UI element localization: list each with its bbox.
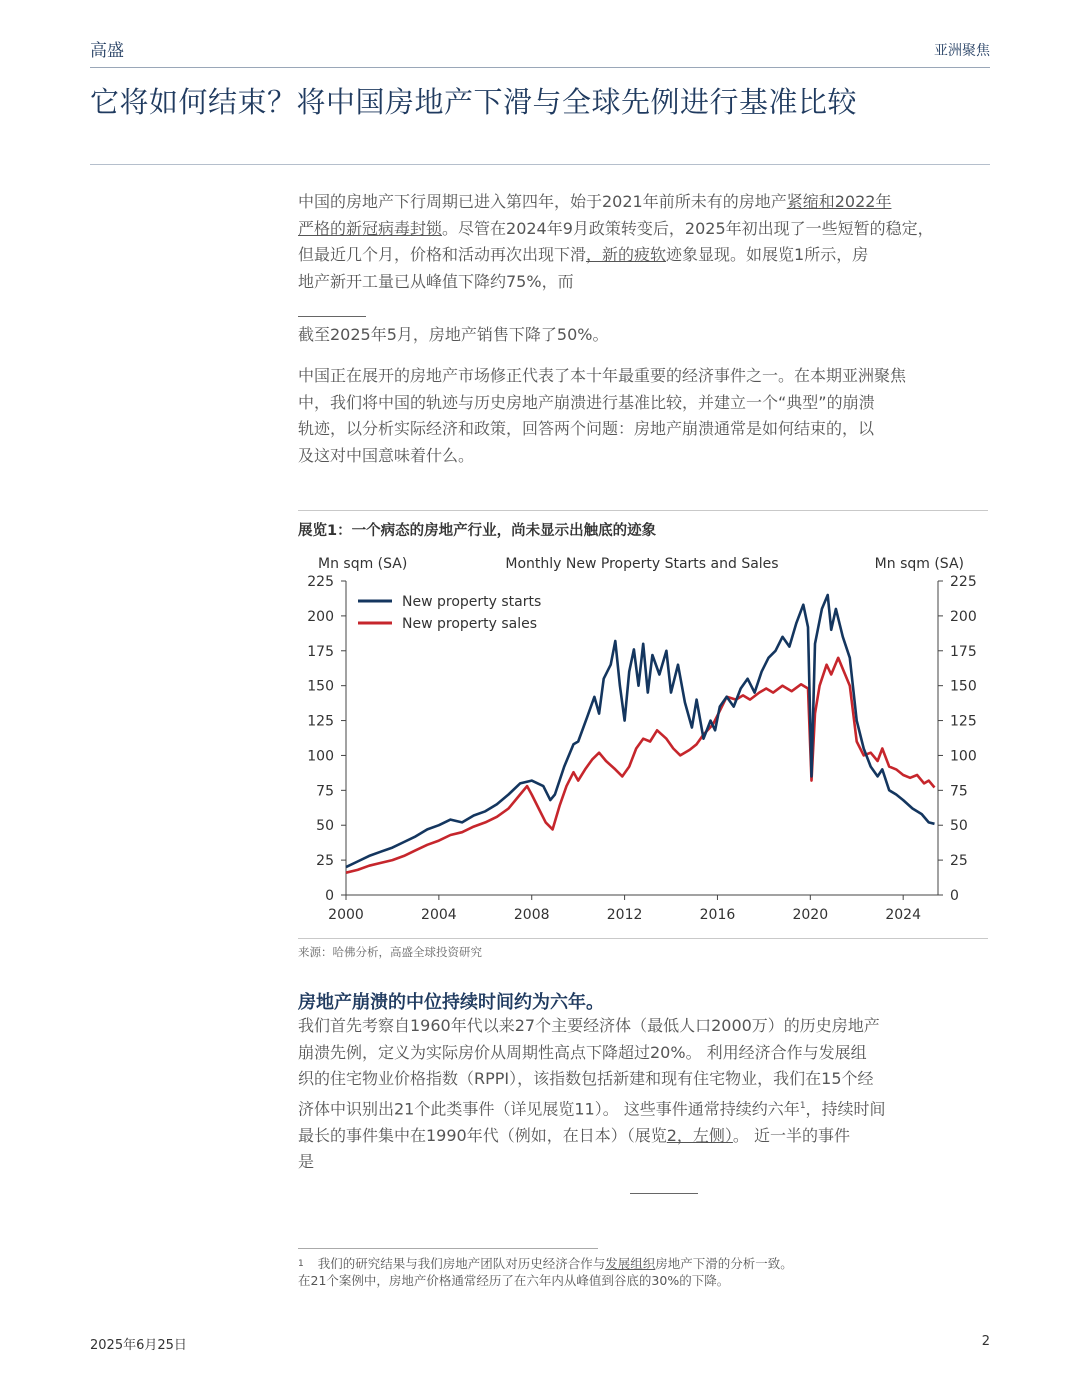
- footer-date: 2025年6月25日: [90, 1338, 187, 1353]
- y-tick-label-right: 125: [950, 713, 977, 730]
- intro-continuation: 截至2025年5月，房地产销售下降了50%。: [298, 325, 609, 344]
- intro-text: 但最近几个月，价格和活动再次出现下滑: [298, 245, 587, 265]
- y-tick-label-right: 75: [950, 783, 968, 800]
- intro-text: 地产新开工量已从峰值下降约75%，而: [298, 271, 574, 291]
- y-tick-label-right: 200: [950, 608, 977, 625]
- paragraph-2: [298, 363, 978, 469]
- exhibit-bottom-divider: [298, 938, 988, 939]
- x-axis: [328, 895, 921, 923]
- intro-text: 中国的房地产下行周期已进入第四年，始于2021年前所未有的房地产: [298, 192, 787, 211]
- exhibit-chart: [296, 548, 986, 928]
- x-tick-label: 2020: [792, 907, 829, 923]
- title-divider: [90, 164, 990, 165]
- intro-paragraph: [298, 189, 978, 295]
- footnote-text: 房地产下滑的分析一致。: [655, 1256, 793, 1271]
- y-tick-label-left: 50: [316, 818, 334, 835]
- paragraph-line: 中，我们将中国的轨迹与历史房地产崩溃进行基准比较，并建立一个“典型”的崩溃: [298, 392, 875, 412]
- footnote-line-2: 在21个案例中，房地产价格通常经历了在六年内从峰值到谷底的30%的下降。: [298, 1273, 730, 1288]
- y-tick-label-left: 225: [307, 574, 334, 590]
- y-tick-label-right: 50: [950, 818, 968, 835]
- y-tick-label-left: 200: [307, 608, 334, 625]
- x-tick-label: 2004: [421, 907, 457, 923]
- y-tick-label-right: 175: [950, 643, 977, 660]
- paragraph-line: ，持续时间: [805, 1099, 886, 1119]
- intro-text: 。尽管在2024年9月政策转变后，2025年初出现了一些短暂的稳定，: [442, 218, 934, 238]
- footnote-text: 我们的研究结果与我们房地产团队对历史经济合作与: [317, 1256, 606, 1271]
- y-axis-right: [938, 574, 977, 904]
- series-name: 亚洲聚焦: [934, 43, 990, 59]
- legend-label-sales: New property sales: [402, 616, 538, 632]
- y-axis-label-right: Mn sqm (SA): [874, 556, 964, 572]
- paragraph-line: 最长的事件集中在1990年代（例如，在日本）（展览: [298, 1125, 667, 1145]
- exhibit-title: 展览1：一个病态的房地产行业，尚未显示出触底的迹象: [298, 523, 657, 539]
- y-tick-label-left: 175: [307, 643, 334, 660]
- paragraph-line: 崩溃先例，定义为实际房价从周期性高点下降超过20%。 利用经济合作与发展组: [298, 1042, 867, 1062]
- y-tick-label-left: 100: [307, 748, 334, 765]
- y-tick-label-right: 25: [950, 853, 968, 870]
- paragraph-line: 及这对中国意味着什么。: [298, 445, 475, 465]
- paragraph-line: 是: [298, 1152, 315, 1172]
- paragraph-line: 织的住宅物业价格指数（RPPI），该指数包括新建和现有住宅物业，我们在15个经: [298, 1069, 874, 1089]
- paragraph-line: 济体中识别出21个此类事件（详见展览11）。 这些事件通常持续约六年: [298, 1099, 800, 1119]
- chart-legend: [358, 594, 541, 632]
- exhibit-2-link[interactable]: 2，左侧）: [666, 1125, 733, 1145]
- paragraph-line: 中国正在展开的房地产市场修正代表了本十年最重要的经济事件之一。在本期亚洲聚焦: [298, 366, 907, 385]
- intro-text: 迹象显现。如展览1所示，房: [666, 245, 869, 265]
- y-tick-label-left: 75: [316, 783, 334, 800]
- y-tick-label-left: 125: [307, 713, 334, 730]
- y-tick-label-right: 0: [950, 888, 959, 904]
- paragraph-line: 轨迹，以分析实际经济和政策，回答两个问题：房地产崩溃通常是如何结束的，以: [298, 419, 875, 439]
- page-break-rule: [298, 316, 366, 317]
- x-tick-label: 2000: [328, 907, 364, 923]
- x-tick-label: 2012: [606, 907, 643, 923]
- y-axis-label-left: Mn sqm (SA): [318, 556, 408, 572]
- header-divider: [90, 67, 990, 68]
- series-line-new-property-starts: [346, 595, 935, 867]
- y-tick-label-left: 150: [307, 678, 334, 695]
- x-tick-label: 2008: [513, 907, 550, 923]
- intro-link[interactable]: 紧缩和2022年: [786, 192, 892, 211]
- x-tick-label: 2016: [699, 907, 736, 923]
- paragraph-line: 。 近一半的事件: [732, 1125, 851, 1145]
- section-paragraph: [298, 1013, 978, 1176]
- y-axis-left: [307, 574, 346, 904]
- legend-label-starts: New property starts: [402, 594, 542, 610]
- series-line-new-property-sales: [346, 658, 935, 873]
- intro-link[interactable]: ，新的疲软: [586, 245, 667, 265]
- footnote-number: 1: [298, 1259, 304, 1269]
- footnote-ref[interactable]: 1: [799, 1100, 806, 1111]
- intro-link[interactable]: 严格的新冠病毒封锁: [298, 218, 443, 238]
- page-break-rule: [630, 1193, 698, 1194]
- brand-name: 高盛: [90, 41, 124, 61]
- paragraph-line: 我们首先考察自1960年代以来27个主要经济体（最低人口2000万）的历史房地产: [298, 1016, 880, 1035]
- y-tick-label-left: 0: [325, 888, 334, 904]
- y-tick-label-right: 150: [950, 678, 977, 695]
- page-title: 它将如何结束？将中国房地产下滑与全球先例进行基准比较: [90, 85, 858, 119]
- page-number: 2: [981, 1334, 990, 1349]
- section-heading: 房地产崩溃的中位持续时间约为六年。: [298, 992, 604, 1013]
- exhibit-top-divider: [298, 510, 988, 511]
- footnote-divider: [298, 1248, 598, 1249]
- y-tick-label-right: 100: [950, 748, 977, 765]
- chart-title: Monthly New Property Starts and Sales: [505, 556, 779, 572]
- footnote-line-1: [298, 1255, 793, 1273]
- y-tick-label-right: 225: [950, 574, 977, 590]
- exhibit-source: 来源：哈佛分析，高盛全球投资研究: [298, 945, 482, 959]
- footnote-link[interactable]: 发展组织: [605, 1256, 656, 1271]
- x-tick-label: 2024: [885, 907, 921, 923]
- y-tick-label-left: 25: [316, 853, 334, 870]
